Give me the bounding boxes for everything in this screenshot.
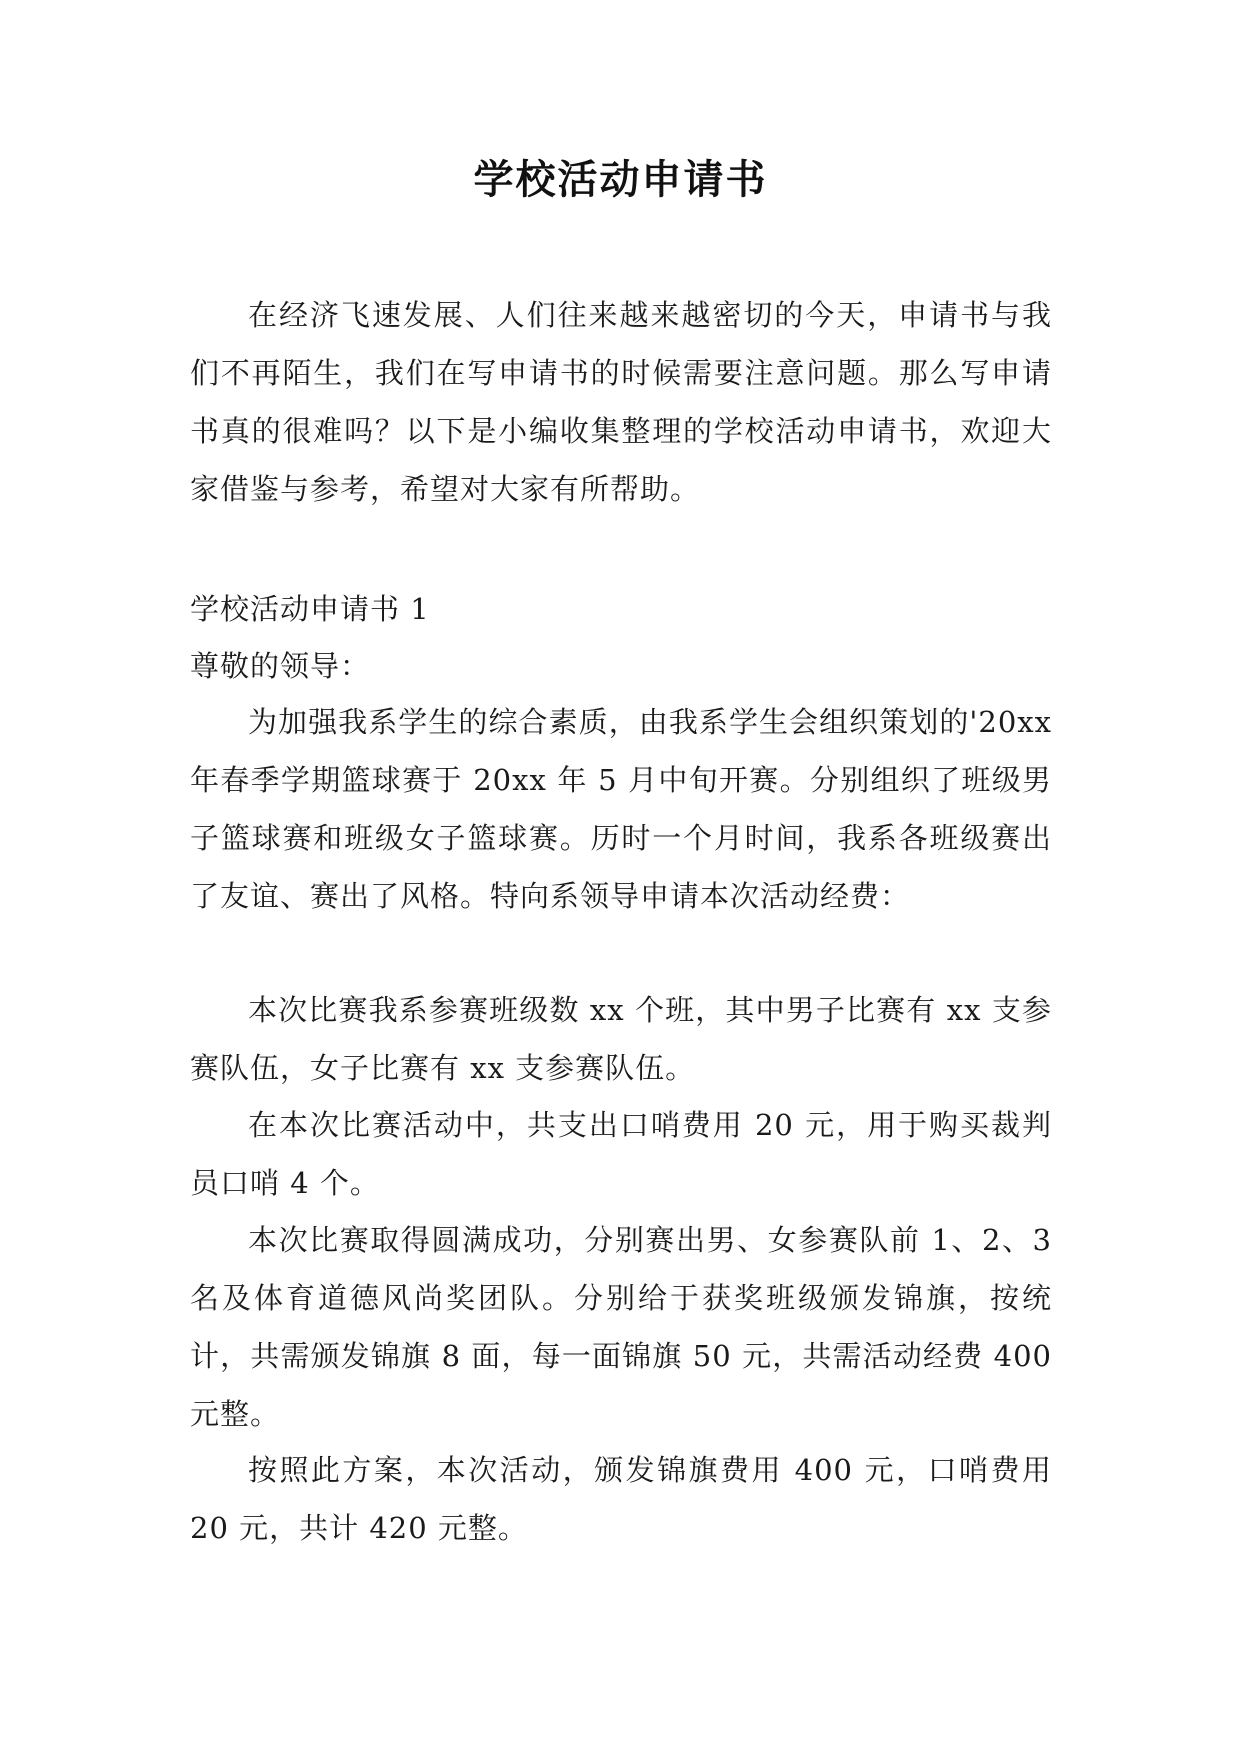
salutation: 尊敬的领导： bbox=[190, 649, 371, 683]
body-paragraph: 为加强我系学生的综合素质，由我系学生会组织策划的'20xx 年春季学期篮球赛于 20xx 年 5 月中旬开赛。分别组织了班级男子篮球赛和班级女子篮球赛。历时一个月时间，我系各班级赛出了友谊、赛出了风格。特向系领导申请本次活动经费： bbox=[190, 705, 1052, 913]
document-title: 学校活动申请书 bbox=[473, 157, 768, 203]
intro-paragraph: 在经济飞速发展、人们往来越来越密切的今天，申请书与我们不再陌生，我们在写申请书的时候需要注意问题。那么写申请书真的很难吗？以下是小编收集整理的学校活动申请书，欢迎大家借鉴与参考，希望对大家有所帮助。 bbox=[190, 298, 1052, 506]
section-heading: 学校活动申请书 1 bbox=[190, 592, 430, 626]
body-paragraph: 本次比赛取得圆满成功，分别赛出男、女参赛队前 1、2、3 名及体育道德风尚奖团队。分别给于获奖班级颁发锦旗，按统计，共需颁发锦旗 8 面，每一面锦旗 50 元，共需活动经费 400 元整。 bbox=[190, 1223, 1052, 1431]
body-paragraph: 按照此方案，本次活动，颁发锦旗费用 400 元，口哨费用 20 元，共计 420 元整。 bbox=[190, 1453, 1052, 1545]
body-paragraph: 在本次比赛活动中，共支出口哨费用 20 元，用于购买裁判员口哨 4 个。 bbox=[190, 1108, 1052, 1200]
body-paragraph: 本次比赛我系参赛班级数 xx 个班，其中男子比赛有 xx 支参赛队伍，女子比赛有 xx 支参赛队伍。 bbox=[190, 993, 1052, 1085]
